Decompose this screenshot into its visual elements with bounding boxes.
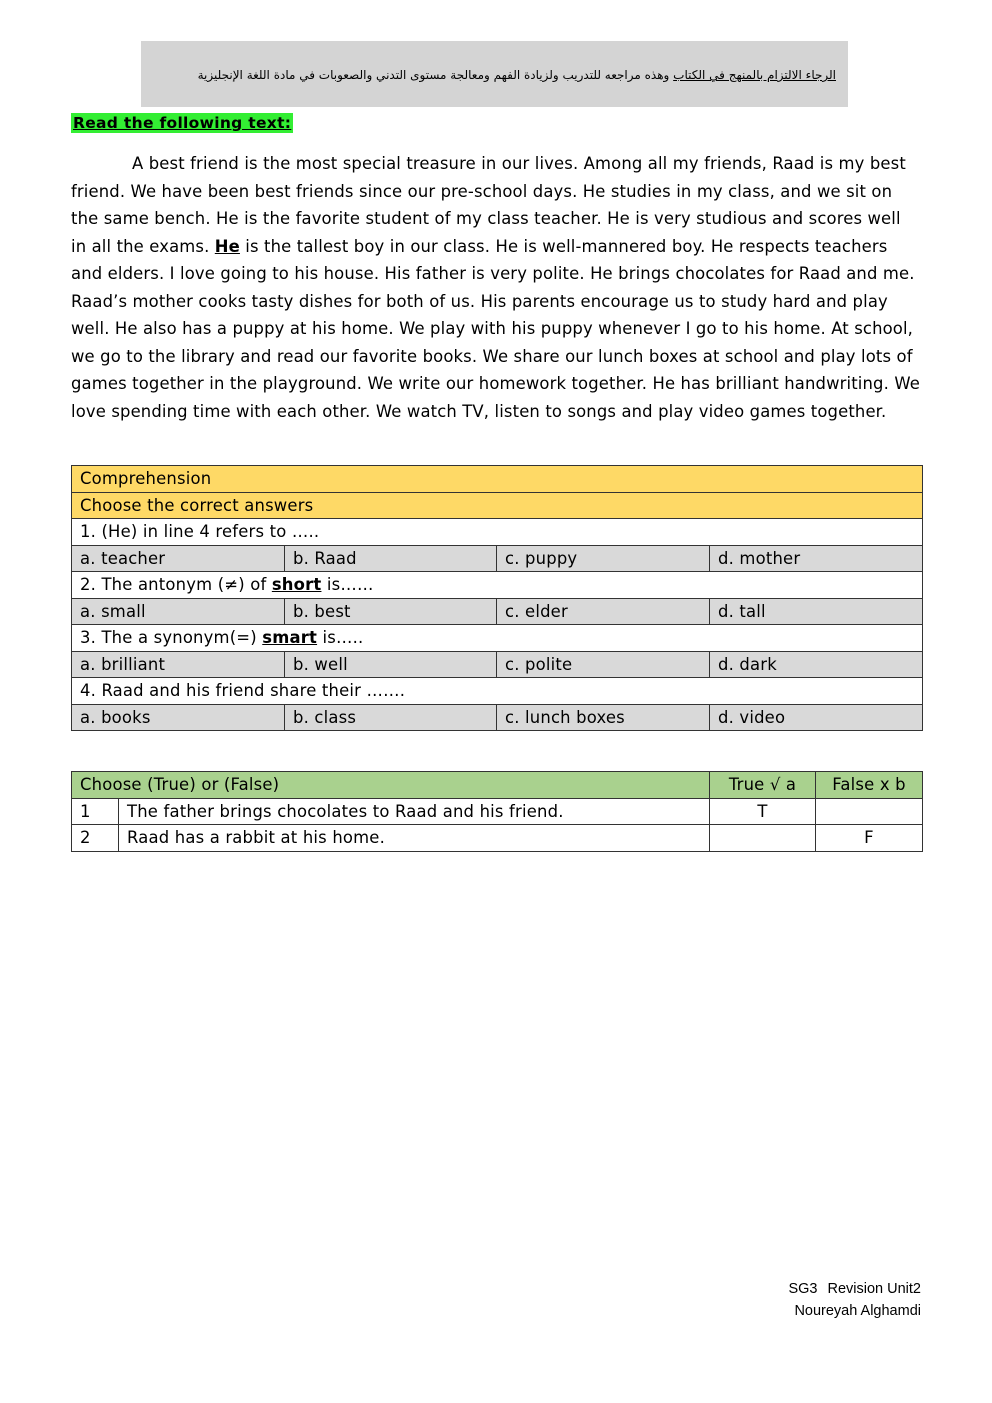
true-answer-cell[interactable] (710, 825, 816, 852)
true-false-table (71, 771, 923, 852)
q3-option-d[interactable]: d. dark (710, 651, 923, 678)
table-row (72, 798, 923, 825)
q2-option-d[interactable]: d. tall (710, 598, 923, 625)
comprehension-heading-row (72, 466, 923, 493)
statement-text: The father brings chocolates to Raad and his friend. (119, 798, 710, 825)
passage-text-end: is the tallest boy in our class. He is well-mannered boy. He respects teachers and elders. I love going to his house. His father is very polite. He brings chocolates for Raad and me. Raad’s mother cooks tasty dishes for both of us. His parents encourage us to study hard and play well. He also has a puppy at his home. We play with his puppy whenever I go to his home. At school, we go to the library and read our favorite books. We share our lunch boxes at school and play lots of games together in the playground. We write our homework together. He has brilliant handwriting. We love spending time with each other. We watch TV, listen to songs and play video games together. (71, 236, 920, 421)
comprehension-heading: Comprehension (72, 466, 923, 493)
q1-option-d[interactable]: d. mother (710, 545, 923, 572)
question-4: 4. Raad and his friend share their ……. (72, 678, 923, 705)
q4-option-b[interactable]: b. class (285, 704, 497, 731)
question-1: 1. (He) in line 4 refers to ….. (72, 519, 923, 546)
question-2-text: 2. The antonym (≠) of (80, 575, 272, 595)
comprehension-table (71, 465, 923, 731)
statement-number: 2 (72, 825, 119, 852)
true-false-header-row (72, 772, 923, 799)
reading-title: Read the following text: (73, 114, 292, 132)
footer-unit: Revision Unit2 (827, 1281, 921, 1297)
passage-highlight-he: He (214, 236, 240, 256)
q2-option-c[interactable]: c. elder (497, 598, 710, 625)
q2-option-b[interactable]: b. best (285, 598, 497, 625)
true-false-heading: Choose (True) or (False) (72, 772, 710, 799)
question-row (72, 572, 923, 599)
q1-option-a[interactable]: a. teacher (72, 545, 285, 572)
question-3-end: is….. (317, 628, 364, 648)
comprehension-subheading: Choose the correct answers (72, 492, 923, 519)
true-column-header: True √ a (710, 772, 816, 799)
q1-option-b[interactable]: b. Raad (285, 545, 497, 572)
table-row (72, 825, 923, 852)
footer-author: Noureyah Alghamdi (794, 1303, 921, 1319)
statement-text: Raad has a rabbit at his home. (119, 825, 710, 852)
q3-option-b[interactable]: b. well (285, 651, 497, 678)
options-row (72, 545, 923, 572)
comprehension-subheading-row (72, 492, 923, 519)
footer-unit-line (788, 1278, 921, 1300)
reading-passage (71, 150, 921, 425)
question-2-end: is…… (321, 575, 374, 595)
question-2 (72, 572, 923, 599)
question-2-keyword: short (271, 575, 322, 595)
instruction-banner (141, 41, 848, 107)
q4-option-a[interactable]: a. books (72, 704, 285, 731)
statement-number: 1 (72, 798, 119, 825)
instruction-note-underlined: الرجاء الالتزام بالمنهج في الكتاب (673, 68, 836, 82)
q3-option-a[interactable]: a. brilliant (72, 651, 285, 678)
passage-text-start: A best friend is the most special treasure in our lives. Among all my friends, Raad is my best friend. We have been best friends since our pre-school days. He studies in my class, and we sit on the same bench. He is the favorite student of my class teacher. He is very studious and scores well in all the exams. (71, 154, 906, 256)
options-row (72, 651, 923, 678)
footer-code: SG3 (788, 1281, 818, 1297)
question-row (72, 625, 923, 652)
question-3-keyword: smart (262, 628, 318, 648)
question-row (72, 519, 923, 546)
footer (788, 1278, 921, 1322)
options-row (72, 598, 923, 625)
q2-option-a[interactable]: a. small (72, 598, 285, 625)
false-answer-cell[interactable] (816, 798, 923, 825)
q1-option-c[interactable]: c. puppy (497, 545, 710, 572)
q4-option-c[interactable]: c. lunch boxes (497, 704, 710, 731)
options-row (72, 704, 923, 731)
instruction-note: وهذه مراجعه للتدريب ولزيادة الفهم ومعالجة مستوى التدني والصعوبات في مادة اللغة الإنجليزية (197, 68, 674, 82)
question-row (72, 678, 923, 705)
q3-option-c[interactable]: c. polite (497, 651, 710, 678)
question-3-text: 3. The a synonym(=) (80, 628, 263, 648)
false-column-header: False x b (816, 772, 923, 799)
q4-option-d[interactable]: d. video (710, 704, 923, 731)
true-answer-cell[interactable]: T (710, 798, 816, 825)
question-3 (72, 625, 923, 652)
false-answer-cell[interactable]: F (816, 825, 923, 852)
